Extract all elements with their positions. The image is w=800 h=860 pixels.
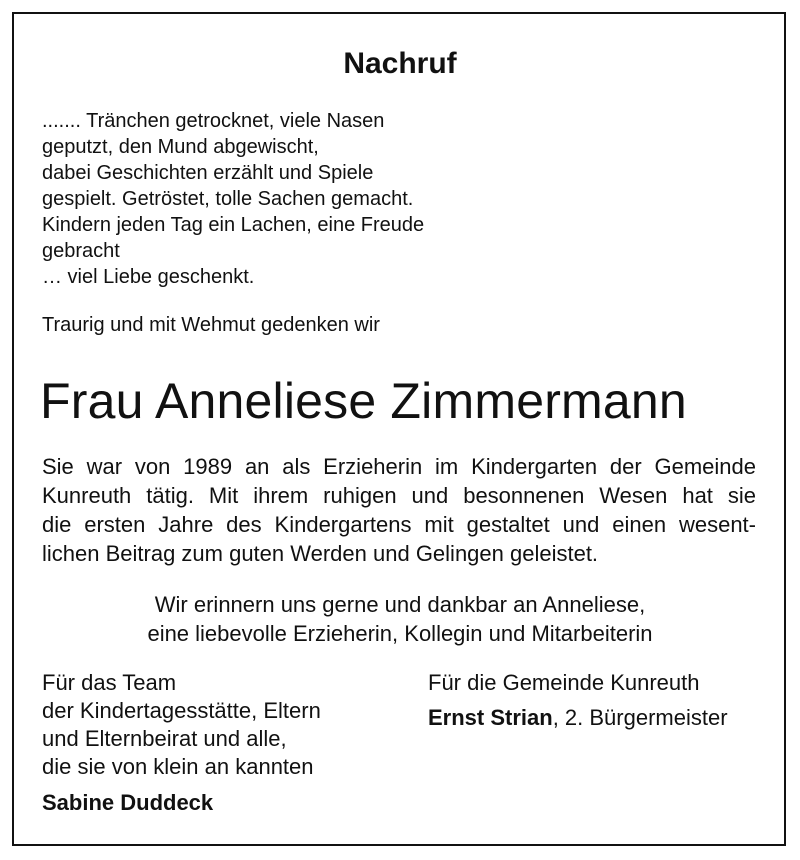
municipality-line: Für die Gemeinde Kunreuth: [428, 670, 700, 695]
bio-line: die ersten Jahre des Kindergartens mit gestaltet und einen wesent-: [42, 512, 756, 537]
mayor-role: , 2. Bürgermeister: [552, 705, 728, 730]
poem-block: [42, 108, 424, 290]
mayor-line: [428, 704, 728, 732]
bio-paragraph: [42, 452, 756, 568]
municipality-signature-block: [428, 669, 728, 732]
team-signer: Sabine Duddeck: [42, 790, 214, 815]
poem-line: … viel Liebe geschenkt.: [42, 266, 255, 288]
bio-line: lichen Beitrag zum guten Werden und Gelingen geleistet.: [42, 541, 599, 566]
intro-line: Traurig und mit Wehmut gedenken wir: [42, 314, 380, 336]
remembrance-line: Wir erinnern uns gerne und dankbar an Anneliese,: [154, 592, 646, 617]
poem-line: geputzt, den Mund abgewischt,: [42, 136, 319, 158]
poem-line: gespielt. Getröstet, tolle Sachen gemacht.: [42, 188, 414, 210]
team-line: die sie von klein an kannten: [42, 754, 314, 779]
remembrance-block: [0, 590, 800, 648]
poem-line: ....... Tränchen getrocknet, viele Nasen: [42, 110, 385, 132]
bio-line: Kunreuth tätig. Mit ihrem ruhigen und besonnenen Wesen hat sie: [42, 483, 756, 508]
remembrance-line: eine liebevolle Erzieherin, Kollegin und Mitarbeiterin: [147, 621, 653, 646]
poem-line: Kindern jeden Tag ein Lachen, eine Freude: [42, 214, 425, 236]
team-line: Für das Team: [42, 670, 177, 695]
bio-line: Sie war von 1989 an als Erzieherin im Kindergarten der Gemeinde: [42, 454, 756, 479]
team-line: und Elternbeirat und alle,: [42, 726, 287, 751]
poem-line: dabei Geschichten erzählt und Spiele: [42, 162, 374, 184]
poem-line: gebracht: [42, 240, 120, 262]
team-signature-block: [42, 669, 321, 817]
team-line: der Kindertagesstätte, Eltern: [42, 698, 321, 723]
deceased-name: Frau Anneliese Zimmermann: [40, 373, 687, 429]
mayor-name: Ernst Strian: [428, 705, 553, 730]
notice-title: Nachruf: [343, 47, 457, 80]
